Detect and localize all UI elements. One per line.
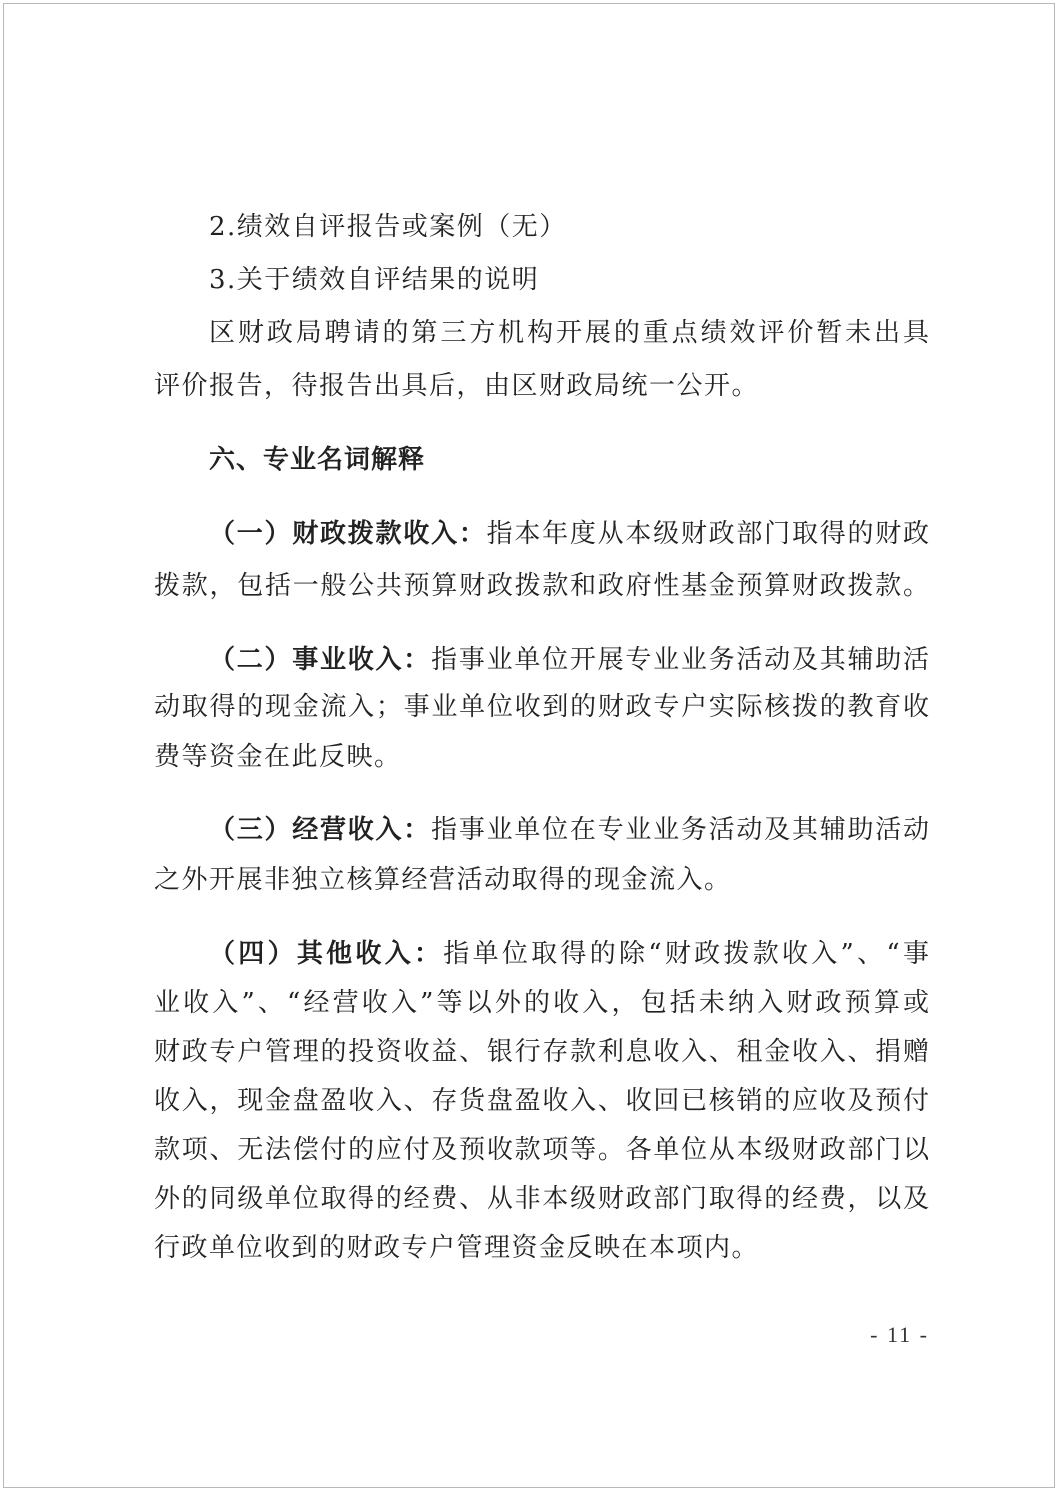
term-3-line: 之外开展非独立核算经营活动取得的现金流入。 [154, 865, 732, 895]
section-heading: 六、专业名词解释 [209, 445, 426, 475]
term-4-label: （四）其他收入： [209, 939, 444, 969]
term-4-line: 款项、无法偿付的应付及预收款项等。各单位从本级财政部门以 [154, 1135, 929, 1165]
term-4-line: 财政专户管理的投资收益、银行存款利息收入、租金收入、捐赠 [154, 1037, 929, 1067]
term-2-label: （二）事业收入： [209, 645, 432, 675]
term-4-line: 业收入”、“经营收入”等以外的收入，包括未纳入财政预算或 [154, 988, 929, 1018]
term-3-line [209, 810, 929, 850]
explanation-line: 评价报告，待报告出具后，由区财政局统一公开。 [154, 371, 760, 401]
term-4-line [209, 934, 929, 974]
term-2-text: 指事业单位开展专业业务活动及其辅助活 [431, 645, 929, 675]
term-2-line [209, 640, 929, 680]
term-3-label: （三）经营收入： [209, 815, 432, 845]
item-3: 3.关于绩效自评结果的说明 [209, 265, 540, 295]
term-1-line [209, 514, 929, 554]
term-3-text: 指事业单位在专业业务活动及其辅助活动 [431, 815, 929, 845]
term-1-text: 指本年度从本级财政部门取得的财政 [486, 519, 929, 549]
term-4-line: 外的同级单位取得的经费、从非本级财政部门取得的经费，以及 [154, 1184, 929, 1214]
term-2-line: 费等资金在此反映。 [154, 742, 402, 772]
term-4-text: 指单位取得的除“财政拨款收入”、“事 [443, 939, 929, 969]
page-number: - 11 - [870, 1322, 929, 1347]
term-4-line: 收入，现金盘盈收入、存货盘盈收入、收回已核销的应收及预付 [154, 1086, 929, 1116]
term-4-line: 行政单位收到的财政专户管理资金反映在本项内。 [154, 1233, 760, 1263]
item-2: 2.绩效自评报告或案例（无） [209, 212, 567, 242]
page [3, 3, 1055, 1488]
term-1-line: 拨款，包括一般公共预算财政拨款和政府性基金预算财政拨款。 [154, 571, 929, 601]
explanation-line: 区财政局聘请的第三方机构开展的重点绩效评价暂未出具 [209, 318, 929, 348]
term-2-line: 动取得的现金流入；事业单位收到的财政专户实际核拨的教育收 [154, 692, 929, 722]
term-1-label: （一）财政拨款收入： [209, 519, 487, 549]
